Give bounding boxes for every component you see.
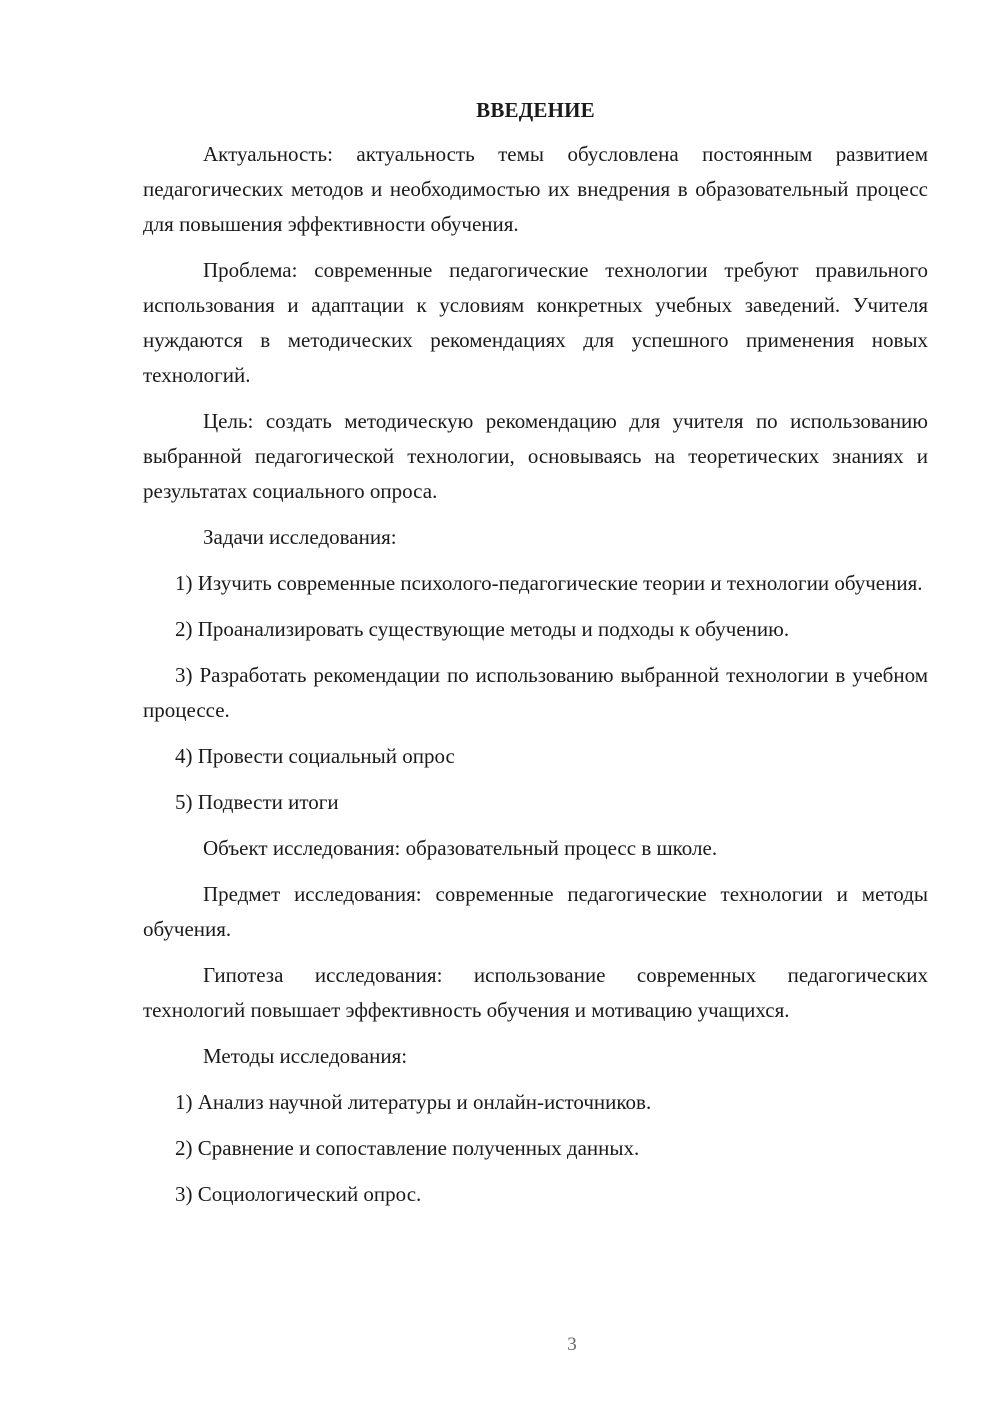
page-content [143, 97, 928, 1223]
task-item-2: 2) Проанализировать существующие методы и подходы к обучению. [175, 617, 790, 641]
task-item-4: 4) Провести социальный опрос [175, 744, 455, 768]
paragraph-object: Объект исследования: образовательный процесс в школе. [203, 836, 718, 860]
methods-heading: Методы исследования: [203, 1044, 408, 1068]
method-item-3: 3) Социологический опрос. [175, 1182, 422, 1206]
task-item-3: 3) Разработать рекомендации по использованию выбранной технологии в учебном процессе. [143, 663, 928, 722]
method-item-1: 1) Анализ научной литературы и онлайн-источников. [175, 1090, 652, 1114]
method-item-2: 2) Сравнение и сопоставление полученных данных. [175, 1136, 640, 1160]
paragraph-relevance: Актуальность: актуальность темы обусловлена постоянным развитием педагогических методов и необходимостью их внедрения в образовательный процесс для повышения эффективности обучения. [143, 142, 928, 236]
paragraph-hypothesis: Гипотеза исследования: использование современных педагогических технологий повышает эффективность обучения и мотивацию учащихся. [143, 963, 928, 1022]
section-title: ВВЕДЕНИЕ [476, 98, 595, 122]
tasks-heading: Задачи исследования: [203, 525, 397, 549]
task-item-1: 1) Изучить современные психолого-педагогические теории и технологии обучения. [175, 571, 923, 595]
paragraph-subject: Предмет исследования: современные педагогические технологии и методы обучения. [143, 882, 928, 941]
paragraph-problem: Проблема: современные педагогические технологии требуют правильного использования и адаптации к условиям конкретных учебных заведений. Учителя нуждаются в методических рекомендациях для успешного применения новых технологий. [143, 258, 928, 387]
paragraph-goal: Цель: создать методическую рекомендацию для учителя по использованию выбранной педагогической технологии, основываясь на теоретических знаниях и результатах социального опроса. [143, 409, 928, 503]
task-item-5: 5) Подвести итоги [175, 790, 339, 814]
page-number: 3 [567, 1334, 577, 1355]
